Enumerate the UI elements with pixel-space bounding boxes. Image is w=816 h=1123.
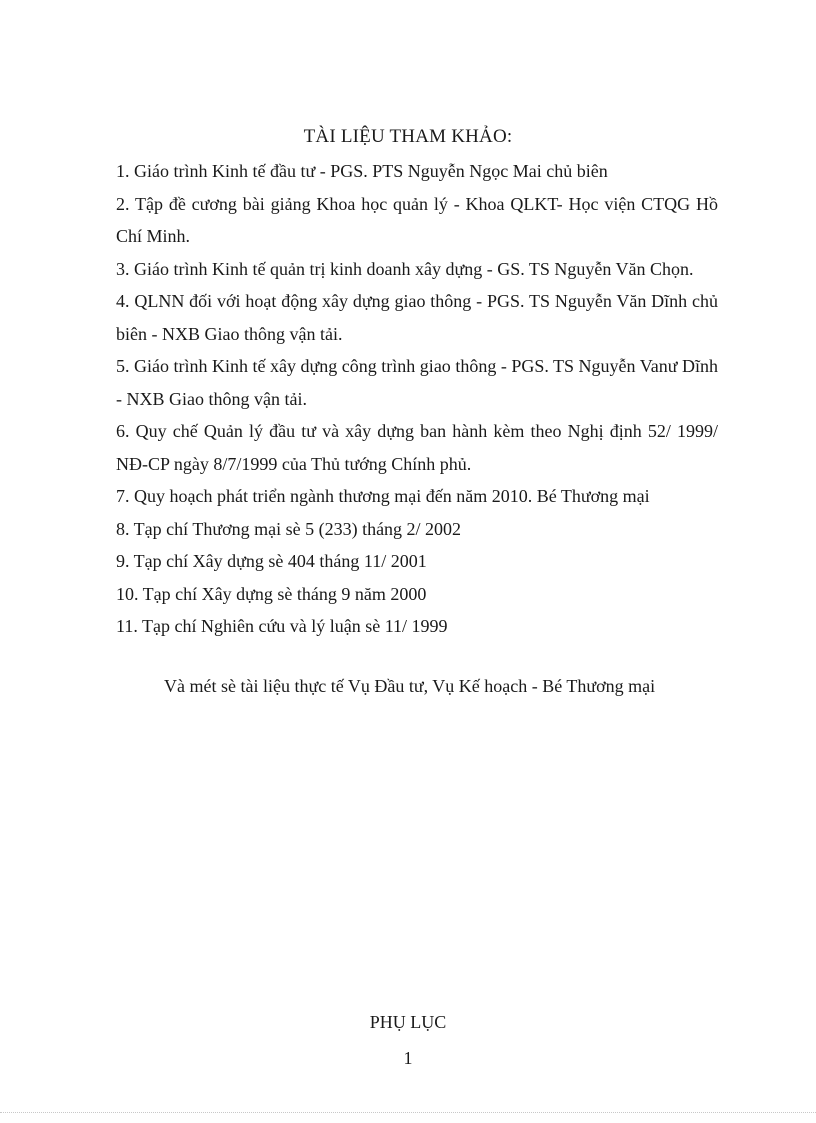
reference-item-11: 11. Tạp chí Nghiên cứu và lý luận sè 11/ 1999	[116, 616, 448, 636]
reference-item-7: 7. Quy hoạch phát triển ngành thương mại đến năm 2010. Bé Thương mại	[116, 486, 650, 506]
page-number: 1	[403, 1048, 413, 1068]
reference-item-8: 8. Tạp chí Thương mại sè 5 (233) tháng 2/ 2002	[116, 518, 462, 539]
supplementary-note: Và mét sè tài liệu thực tế Vụ Đầu tư, Vụ Kế hoạch - Bé Thương mại	[164, 676, 656, 696]
page-bottom-divider	[0, 1112, 816, 1113]
reference-item-5: 5. Giáo trình Kinh tế xây dựng công trình giao thông - PGS. TS Nguyễn Vanư Dĩnh - NXB Giao thông vận tải.	[116, 356, 718, 409]
reference-item-10: 10. Tạp chí Xây dựng sè tháng 9 năm 2000	[116, 583, 427, 604]
reference-item-2: 2. Tập đề cương bài giảng Khoa học quản lý - Khoa QLKT- Học viện CTQG Hồ Chí Minh.	[116, 193, 718, 246]
reference-item-9: 9. Tạp chí Xây dựng sè 404 tháng 11/ 2001	[116, 551, 427, 571]
reference-item-3: 3. Giáo trình Kinh tế quản trị kinh doanh xây dựng - GS. TS Nguyễn Văn Chọn.	[116, 258, 694, 279]
reference-item-1: 1. Giáo trình Kinh tế đầu tư - PGS. PTS Nguyễn Ngọc Mai chủ biên	[116, 161, 608, 181]
reference-item-4: 4. QLNN đối với hoạt động xây dựng giao thông - PGS. TS Nguyễn Văn Dĩnh chủ biên - NXB Giao thông vận tải.	[116, 291, 718, 344]
reference-item-6: 6. Quy chế Quản lý đầu tư và xây dựng ban hành kèm theo Nghị định 52/ 1999/ NĐ-CP ngày 8/7/1999 của Thủ tướng Chính phủ.	[116, 421, 718, 474]
appendix-heading: PHỤ LỤC	[369, 1012, 447, 1032]
references-title: TÀI LIỆU THAM KHẢO:	[303, 126, 513, 147]
references-list	[116, 155, 718, 643]
